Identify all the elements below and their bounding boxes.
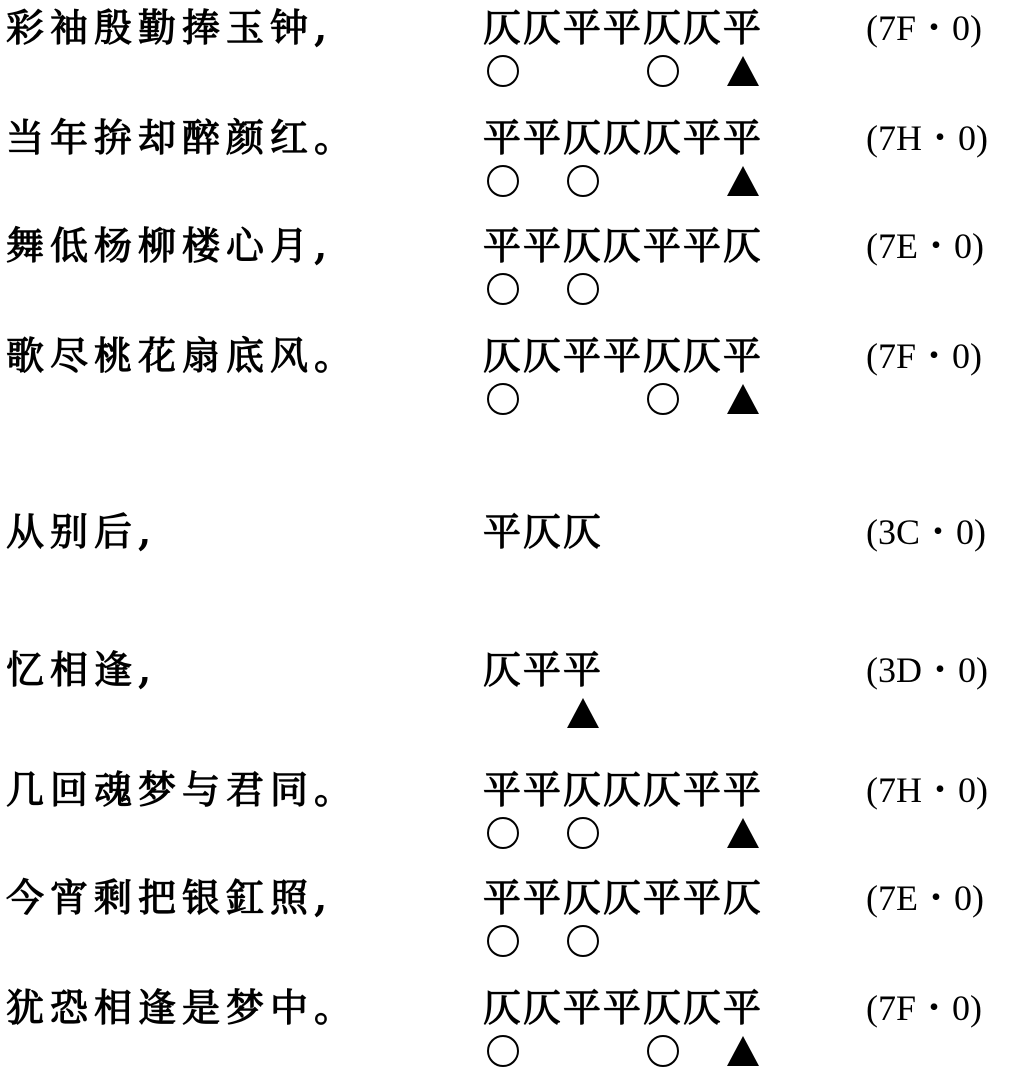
tone-char: 平: [722, 5, 761, 50]
tone-pattern: [482, 646, 602, 694]
empty-mark: [602, 922, 642, 962]
tone-char: 仄: [562, 223, 601, 268]
empty-mark: [562, 380, 602, 420]
empty-mark: [722, 270, 762, 310]
circle-mark-icon: [562, 814, 602, 854]
verse-text: 几回魂梦与君同。: [6, 767, 359, 812]
tone-char: 平: [682, 115, 721, 160]
circle-mark-icon: [562, 922, 602, 962]
empty-mark: [682, 162, 722, 202]
tone-char: 仄: [722, 875, 761, 920]
verse-text: 从别后,: [6, 509, 158, 554]
tone-char: 仄: [642, 115, 681, 160]
empty-mark: [522, 1032, 562, 1072]
tone-char: 平: [562, 647, 601, 692]
empty-mark: [522, 694, 562, 734]
tone-pattern: [482, 984, 762, 1032]
tone-char: 仄: [642, 985, 681, 1030]
tone-char: 仄: [562, 509, 601, 554]
tone-pattern: [482, 4, 762, 52]
tone-char: 仄: [482, 5, 521, 50]
pattern-code: (7E・0): [866, 226, 984, 266]
empty-mark: [682, 270, 722, 310]
tone-char: 平: [642, 875, 681, 920]
pattern-code: (7H・0): [866, 770, 988, 810]
empty-mark: [522, 922, 562, 962]
empty-mark: [562, 52, 602, 92]
tone-char: 平: [722, 985, 761, 1030]
circle-mark-icon: [482, 922, 522, 962]
tone-pattern: [482, 874, 762, 922]
tone-char: 平: [722, 767, 761, 812]
circle-mark-icon: [482, 814, 522, 854]
empty-mark: [602, 52, 642, 92]
circle-mark-icon: [642, 1032, 682, 1072]
pattern-code: (7H・0): [866, 118, 988, 158]
empty-mark: [602, 162, 642, 202]
circle-mark-icon: [642, 380, 682, 420]
empty-mark: [562, 556, 602, 596]
verse-text: 忆相逢,: [6, 647, 158, 692]
pattern-code: (7F・0): [866, 336, 982, 376]
empty-mark: [482, 694, 522, 734]
tone-char: 平: [522, 223, 561, 268]
empty-mark: [642, 162, 682, 202]
tone-char: 平: [602, 985, 641, 1030]
tone-pattern: [482, 508, 602, 556]
tone-char: 平: [482, 767, 521, 812]
tone-char: 平: [562, 985, 601, 1030]
empty-mark: [522, 162, 562, 202]
tone-pattern: [482, 766, 762, 814]
tone-marks: [482, 556, 602, 596]
empty-mark: [602, 1032, 642, 1072]
tone-char: 平: [562, 5, 601, 50]
tone-char: 仄: [602, 767, 641, 812]
tone-char: 平: [602, 5, 641, 50]
triangle-mark-icon: [722, 1032, 762, 1072]
tone-char: 仄: [522, 333, 561, 378]
empty-mark: [522, 380, 562, 420]
tone-char: 平: [682, 223, 721, 268]
circle-mark-icon: [482, 162, 522, 202]
empty-mark: [522, 556, 562, 596]
verse-text: 歌尽桃花扇底风。: [6, 333, 359, 378]
empty-mark: [682, 52, 722, 92]
pattern-code: (7F・0): [866, 988, 982, 1028]
tone-char: 平: [682, 767, 721, 812]
triangle-mark-icon: [562, 694, 602, 734]
tone-char: 平: [482, 875, 521, 920]
verse-text: 彩袖殷勤捧玉钟,: [6, 5, 334, 50]
empty-mark: [682, 922, 722, 962]
tone-char: 平: [522, 647, 561, 692]
empty-mark: [682, 380, 722, 420]
tone-marks: [482, 270, 762, 310]
tone-char: 仄: [522, 5, 561, 50]
tone-char: 仄: [642, 767, 681, 812]
circle-mark-icon: [482, 1032, 522, 1072]
tone-char: 仄: [562, 875, 601, 920]
tone-char: 仄: [482, 333, 521, 378]
empty-mark: [642, 270, 682, 310]
empty-mark: [722, 922, 762, 962]
verse-text: 犹恐相逢是梦中。: [6, 985, 359, 1030]
tone-char: 仄: [562, 115, 601, 160]
tone-char: 仄: [682, 5, 721, 50]
tone-char: 仄: [682, 985, 721, 1030]
empty-mark: [682, 1032, 722, 1072]
empty-mark: [522, 52, 562, 92]
tone-marks: [482, 922, 762, 962]
tone-pattern: [482, 114, 762, 162]
circle-mark-icon: [642, 52, 682, 92]
empty-mark: [602, 814, 642, 854]
empty-mark: [522, 270, 562, 310]
empty-mark: [602, 270, 642, 310]
empty-mark: [482, 556, 522, 596]
verse-text: 今宵剩把银釭照,: [6, 875, 334, 920]
tone-char: 平: [722, 115, 761, 160]
triangle-mark-icon: [722, 52, 762, 92]
tone-pattern: [482, 222, 762, 270]
circle-mark-icon: [482, 270, 522, 310]
empty-mark: [602, 380, 642, 420]
tone-marks: [482, 1032, 762, 1072]
pattern-code: (7E・0): [866, 878, 984, 918]
triangle-mark-icon: [722, 162, 762, 202]
verse-text: 当年拚却醉颜红。: [6, 115, 359, 160]
verse-text: 舞低杨柳楼心月,: [6, 223, 334, 268]
empty-mark: [642, 814, 682, 854]
tone-char: 仄: [522, 509, 561, 554]
tone-char: 仄: [602, 115, 641, 160]
tone-char: 仄: [642, 333, 681, 378]
tone-marks: [482, 380, 762, 420]
empty-mark: [642, 922, 682, 962]
tone-char: 仄: [602, 223, 641, 268]
empty-mark: [562, 1032, 602, 1072]
pattern-code: (7F・0): [866, 8, 982, 48]
circle-mark-icon: [562, 270, 602, 310]
empty-mark: [682, 814, 722, 854]
tone-marks: [482, 814, 762, 854]
tone-char: 平: [522, 875, 561, 920]
pattern-code: (3C・0): [866, 512, 986, 552]
circle-mark-icon: [562, 162, 602, 202]
pattern-code: (3D・0): [866, 650, 988, 690]
empty-mark: [522, 814, 562, 854]
circle-mark-icon: [482, 380, 522, 420]
tone-marks: [482, 694, 602, 734]
tone-marks: [482, 162, 762, 202]
tone-char: 平: [482, 223, 521, 268]
tone-char: 平: [602, 333, 641, 378]
tone-char: 平: [522, 115, 561, 160]
tone-char: 仄: [482, 647, 521, 692]
tone-char: 仄: [642, 5, 681, 50]
circle-mark-icon: [482, 52, 522, 92]
tone-char: 平: [482, 509, 521, 554]
tone-char: 仄: [722, 223, 761, 268]
triangle-mark-icon: [722, 380, 762, 420]
triangle-mark-icon: [722, 814, 762, 854]
tone-pattern: [482, 332, 762, 380]
tone-char: 仄: [602, 875, 641, 920]
tone-char: 平: [642, 223, 681, 268]
tone-char: 平: [482, 115, 521, 160]
tone-char: 仄: [682, 333, 721, 378]
tone-char: 平: [562, 333, 601, 378]
tone-char: 仄: [562, 767, 601, 812]
tone-char: 仄: [522, 985, 561, 1030]
tone-char: 平: [682, 875, 721, 920]
tone-marks: [482, 52, 762, 92]
tone-char: 仄: [482, 985, 521, 1030]
tone-char: 平: [722, 333, 761, 378]
tone-char: 平: [522, 767, 561, 812]
